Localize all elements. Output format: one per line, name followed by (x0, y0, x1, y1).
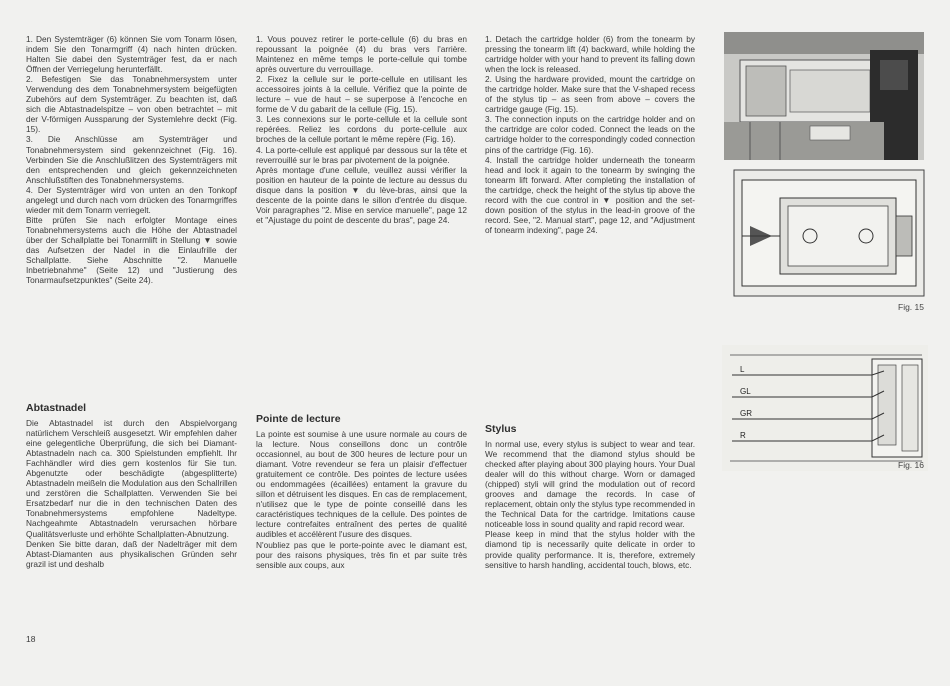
lead-label-gr: GR (740, 409, 752, 418)
german-paragraph: Bitte prüfen Sie nach erfolgter Montage eines Tonabnehmersystems auch die Höhe der Abtastnadel über der Schallplatte bei Tonarmlift in Stellung ▼ sowie das Aufsetzen der Nadel in die Einlaufrille der Schallplatte. Siehe Abschnitte "2. Manuelle Inbetriebnahme" (Seite 12) und "Justierung des Tonarmaufsetzpunktes" (Seite 24). (26, 214, 237, 286)
french-paragraph: 2. Fixez la cellule sur le porte-cellule en utilisant les accessoires joints à la cellule. Vérifiez que la pointe de lecture – vue de haut – se superpose à l'encoche en forme de V du gabarit de la cellule (Fig. 15). (256, 74, 467, 115)
french-stylus-heading: Pointe de lecture (256, 413, 341, 425)
lead-label-l: L (740, 365, 745, 374)
english-stylus-paragraph: Please keep in mind that the stylus holder with the diamond tip is necessarily quite delicate in order to provide quality performance. It is, therefore, extremely sensitive to harsh handling, accidental touch, blows, etc. (485, 529, 695, 570)
french-column (256, 34, 467, 225)
figure-15-label: Fig. 15 (898, 302, 924, 312)
german-stylus-heading: Abtastnadel (26, 402, 87, 414)
cartridge-photo (724, 32, 924, 160)
lead-label-r: R (740, 431, 746, 440)
french-paragraph: 3. Les connexions sur le porte-cellule et la cellule sont repérées. Reliez les cordons du porte-cellule aux broches de la cellule portant le même repère (Fig. 16). (256, 114, 467, 145)
english-stylus-section (485, 423, 695, 570)
english-stylus-paragraph: In normal use, every stylus is subject to wear and tear. We recommend that the diamond stylus should be checked after playing about 300 playing hours. Your Dual dealer will do this without charge. Worn or damaged (chipped) styli will grind the modulation out of record grooves and damage the records. In case of replacement, obtain only the stylus type recommended in the Technical Data for the cartridge. Imitations cause noticeable loss in sound quality and rapid record wear. (485, 439, 695, 530)
figure-16-wiring-diagram (722, 345, 928, 471)
page-number: 18 (26, 634, 36, 644)
german-paragraph: 2. Befestigen Sie das Tonabnehmersystem unter Verwendung des dem Tonabnehmersystem beigefügten Zubehörs auf dem Systemträger. Zu beachten ist, daß sich die Abtastnadelspitze – von oben betrachtet – mit der V-förmigen Aussparung der Systemlehre deckt (Fig. 15). (26, 74, 237, 135)
figure-15-cartridge-holder (720, 30, 930, 300)
figure-16-label: Fig. 16 (898, 460, 924, 470)
lead-label-gl: GL (740, 387, 751, 396)
french-paragraph: Après montage d'une cellule, veuillez aussi vérifier la position en hauteur de la pointe de lecture au dessus du disque dans la position ▼ du lève-bras, ainsi que la descente de la pointe dans le sillon d'entrée du disque. Voir paragraphes "2. Mise en service manuelle", page 12 et "Ajustage du point de descente du bras", page 24. (256, 164, 467, 225)
english-column (485, 34, 695, 235)
german-paragraph: 1. Den Systemträger (6) können Sie vom Tonarm lösen, indem Sie den Tonarmgriff (4) nach hinten drücken. Halten Sie dabei den Systemträger fest, da er nach Öffnen der Verriegelung herunterfällt. (26, 34, 237, 75)
english-stylus-heading: Stylus (485, 423, 517, 435)
english-paragraph: 4. Install the cartridge holder underneath the tonearm head and lock it again to the tonearm by swinging the tonearm lift forward. After completing the installation of the cartridge, check the height of the stylus tip above the record with the cue control in ▼ position and the set-down position of the stylus in the lead-in groove of the record. See, "2. Manual start", page 12, and "Adjustment of tonearm indexing", page 24. (485, 154, 695, 235)
french-paragraph: 1. Vous pouvez retirer le porte-cellule (6) du bras en repoussant la poignée (4) du bras vers l'arrière. Maintenez en même temps le porte-cellule qui tombe après ouverture du verrouillage. (256, 34, 467, 75)
french-paragraph: 4. La porte-cellule est appliqué par dessous sur la tête et reverrouillé sur le bras par pivotement de la poignée. (256, 144, 467, 165)
german-column (26, 34, 237, 285)
english-paragraph: 3. The connection inputs on the cartridge holder and on the cartridge are color coded. Connect the leads on the cartridge holder to the correspondingly coded connection pins of the cartridge (Fig. 16). (485, 114, 695, 155)
german-stylus-paragraph: Denken Sie bitte daran, daß der Nadelträger mit dem Abtast-Diamanten aus physikalischen Gründen sehr grazil ist und deshalb (26, 538, 237, 569)
english-paragraph: 2. Using the hardware provided, mount the cartridge on the cartridge holder. Make sure that the V-shaped recess of the stylus tip – as seen from above – covers the cartridge gauge (Fig. 15). (485, 74, 695, 115)
german-paragraph: 4. Der Systemträger wird von unten an den Tonkopf angelegt und durch nach vorn drücken des Tonarmgriffes wieder mit dem Tonarm verriegelt. (26, 184, 237, 215)
german-stylus-section (26, 402, 237, 569)
french-stylus-paragraph: N'oubliez pas que le porte-pointe avec le diamant est, pour des raisons physiques, très fin et par suite très sensible aux coups, aux (256, 539, 467, 570)
english-paragraph: 1. Detach the cartridge holder (6) from the tonearm by pressing the tonearm lift (4) backward, while holding the cartridge holder with your hand to prevent its falling down when the lock is released. (485, 34, 695, 75)
german-paragraph: 3. Die Anschlüsse am Systemträger und Tonabnehmersystem sind gekennzeichnet (Fig. 16). Verbinden Sie die Anschlußlitzen des Systemträgers mit den entsprechenden und gleich gekennzeichneten Anschlußstiften des Tonabnehmersystems. (26, 134, 237, 185)
german-stylus-paragraph: Die Abtastnadel ist durch den Abspielvorgang natürlichem Verschleiß ausgesetzt. Wir empfehlen daher eine gelegentliche Überprüfung, die sich bei Diamant-Abtastnadeln nach ca. 300 Spielstunden empfiehlt. Ihr Fachhändler wird dies gern kostenlos für Sie tun. Abgenutzte oder beschädigte (abgesplitterte) Abtastnadeln meißeln die Modulation aus den Schallrillen und zerstören die Schallplatten. Verwenden Sie bei Ersatzbedarf nur die in den technischen Daten des Tonabnehmersystems empfohlene Nadeltype. Nachgeahmte Abtastnadeln verursachen hörbare Qualitätsverluste und erhöhte Schallplatten-Abnutzung. (26, 418, 237, 539)
cartridge-gauge-drawing (734, 170, 924, 296)
french-stylus-paragraph: La pointe est soumise à une usure normale au cours de la lecture. Nous conseillons donc un contrôle occasionnel, au bout de 300 heures de lecture pour un diamant. Votre revendeur se fera un plaisir d'effectuer gratuitement ce contrôle. Des pointes de lecture usées ou endommagées (écaillées) entament la gravure du sillon et détruisent les disques. En cas de remplacement, n'utilisez que le type de pointe conseillé dans les caractéristiques techniques de la cellule. Des pointes de lecture contrefaites entraînent des pertes de qualité audibles et accélèrent l'usure des disques. (256, 429, 467, 540)
french-stylus-section (256, 413, 467, 570)
